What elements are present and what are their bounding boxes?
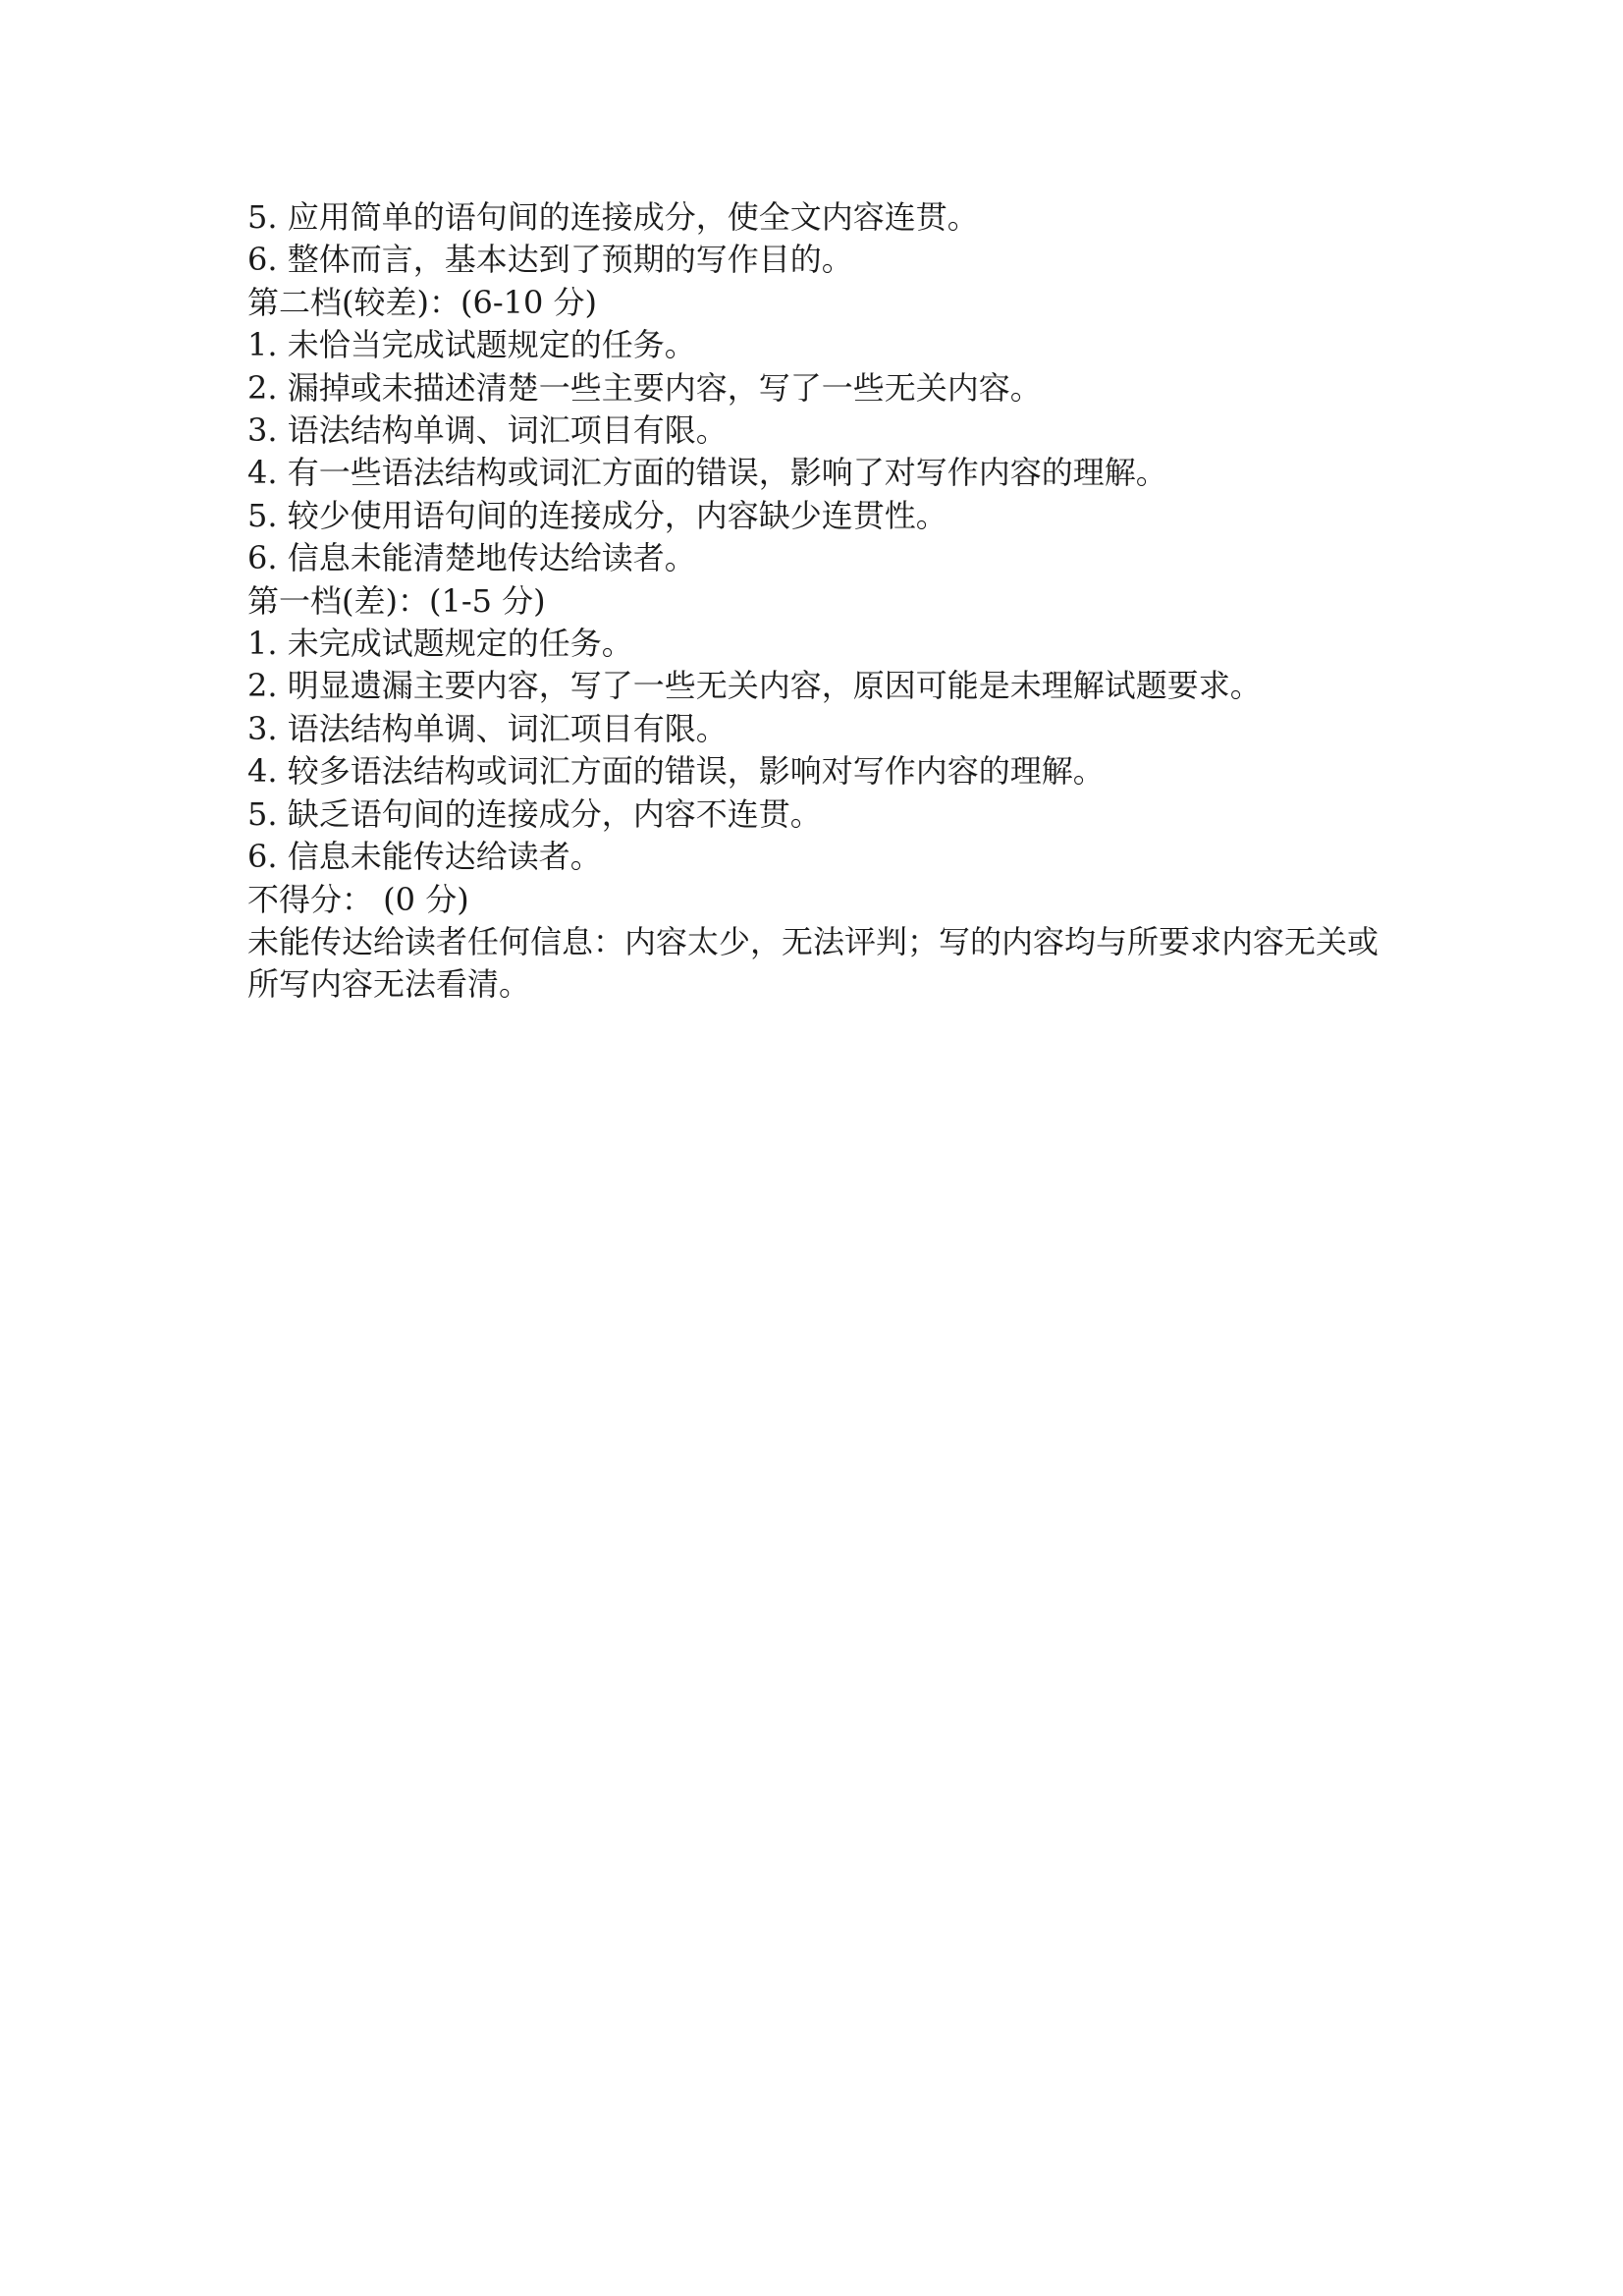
document-body (247, 196, 1396, 1007)
criteria-line: 4. 较多语法结构或词汇方面的错误，影响对写作内容的理解。 (247, 752, 1105, 791)
criteria-line: 4. 有一些语法结构或词汇方面的错误，影响了对写作内容的理解。 (247, 454, 1167, 492)
criteria-line: 5. 应用简单的语句间的连接成分，使全文内容连贯。 (247, 198, 979, 236)
criteria-line: 1. 未恰当完成试题规定的任务。 (247, 326, 696, 364)
criteria-line: 3. 语法结构单调、词汇项目有限。 (247, 709, 728, 747)
grade-heading: 第二档(较差)：(6-10 分) (247, 283, 598, 321)
grade-heading: 第一档(差)：(1-5 分) (247, 581, 546, 620)
criteria-line: 1. 未完成试题规定的任务。 (247, 625, 633, 663)
final-paragraph: 未能传达给读者任何信息：内容太少，无法评判；写的内容均与所要求内容无关或所写内容无法看清。 (247, 922, 1380, 1004)
criteria-line: 6. 整体而言，基本达到了预期的写作目的。 (247, 241, 853, 279)
criteria-line: 6. 信息未能清楚地传达给读者。 (247, 539, 696, 577)
grade-heading: 不得分： (0 分) (247, 880, 469, 918)
criteria-line: 2. 明显遗漏主要内容，写了一些无关内容，原因可能是未理解试题要求。 (247, 667, 1262, 705)
criteria-line: 5. 较少使用语句间的连接成分，内容缺少连贯性。 (247, 496, 947, 534)
criteria-line: 5. 缺乏语句间的连接成分，内容不连贯。 (247, 794, 822, 833)
criteria-line: 6. 信息未能传达给读者。 (247, 838, 602, 876)
criteria-line: 2. 漏掉或未描述清楚一些主要内容，写了一些无关内容。 (247, 368, 1042, 407)
criteria-line: 3. 语法结构单调、词汇项目有限。 (247, 411, 728, 450)
